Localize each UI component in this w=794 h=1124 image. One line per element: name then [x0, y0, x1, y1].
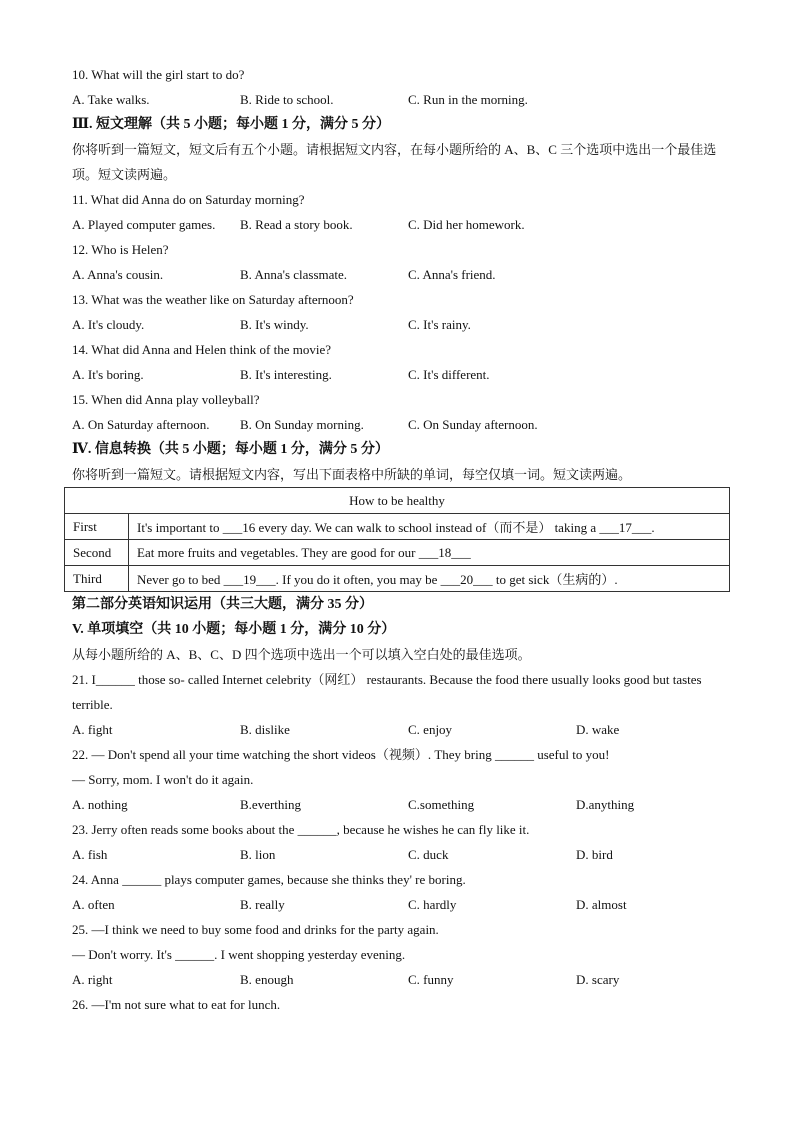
option-c[interactable]: C. It's rainy.: [408, 317, 471, 332]
question-23-options: [72, 842, 732, 867]
question-13-stem: 13. What was the weather like on Saturday afternoon?: [72, 292, 354, 307]
row-label: Second: [65, 540, 129, 566]
option-b[interactable]: B. On Sunday morning.: [240, 417, 364, 432]
table-title-row: [65, 488, 730, 514]
question-14-options: [72, 362, 732, 387]
option-b[interactable]: B. Read a story book.: [240, 217, 353, 232]
section-4-instruction: 你将听到一篇短文。请根据短文内容，写出下面表格中所缺的单词，每空仅填一词。短文读两遍。: [72, 467, 632, 482]
question-21-options: [72, 717, 732, 742]
option-a[interactable]: A. fish: [72, 847, 108, 862]
option-a[interactable]: A. right: [72, 972, 113, 987]
question-11-stem: 11. What did Anna do on Saturday morning?: [72, 192, 305, 207]
section-3-instruction: 你将听到一篇短文，短文后有五个小题。请根据短文内容，在每小题所给的 A、B、C 三个选项中选出一个最佳选项。短文读两遍。: [72, 142, 717, 182]
option-c[interactable]: C. hardly: [408, 897, 457, 912]
option-c[interactable]: C. Run in the morning.: [408, 92, 528, 107]
option-a[interactable]: A. Played computer games.: [72, 217, 216, 232]
question-15-stem: 15. When did Anna play volleyball?: [72, 392, 260, 407]
option-a[interactable]: A. Take walks.: [72, 92, 150, 107]
option-b[interactable]: B. Anna's classmate.: [240, 267, 348, 282]
question-13-options: [72, 312, 732, 337]
option-a[interactable]: A. It's boring.: [72, 367, 144, 382]
table-row: [65, 566, 730, 592]
question-11-options: [72, 212, 732, 237]
option-d[interactable]: D.anything: [576, 797, 635, 812]
option-d[interactable]: D. scary: [576, 972, 620, 987]
section-5-instruction: 从每小题所给的 A、B、C、D 四个选项中选出一个可以填入空白处的最佳选项。: [72, 647, 531, 662]
question-21-stem: 21. I______ those so- called Internet celebrity（网红） restaurants. Because the food there usually looks good but tastes terrible.: [72, 672, 702, 712]
option-c[interactable]: C. funny: [408, 972, 454, 987]
question-15-options: [72, 412, 732, 437]
question-22-reply: — Sorry, mom. I won't do it again.: [72, 772, 254, 787]
option-a[interactable]: A. On Saturday afternoon.: [72, 417, 210, 432]
option-d[interactable]: D. wake: [576, 722, 620, 737]
option-b[interactable]: B. Ride to school.: [240, 92, 334, 107]
option-c[interactable]: C. enjoy: [408, 722, 453, 737]
question-24-stem: 24. Anna ______ plays computer games, because she thinks they' re boring.: [72, 872, 466, 887]
question-25-stem: 25. —I think we need to buy some food and drinks for the party again.: [72, 922, 439, 937]
row-label: Third: [65, 566, 129, 592]
question-22-stem: 22. — Don't spend all your time watching the short videos（视频）. They bring ______ useful to you!: [72, 747, 610, 762]
table-title: How to be healthy: [65, 488, 730, 514]
question-24-options: [72, 892, 732, 917]
question-12-stem: 12. Who is Helen?: [72, 242, 169, 257]
row-label: First: [65, 514, 129, 540]
option-a[interactable]: A. often: [72, 897, 115, 912]
question-22-options: [72, 792, 732, 817]
section-3-heading: Ⅲ. 短文理解（共 5 小题；每小题 1 分，满分 5 分）: [72, 117, 391, 132]
row-text[interactable]: Eat more fruits and vegetables. They are good for our ___18___: [129, 540, 730, 566]
option-b[interactable]: B. really: [240, 897, 285, 912]
option-b[interactable]: B. It's interesting.: [240, 367, 332, 382]
option-c[interactable]: C. Anna's friend.: [408, 267, 496, 282]
option-c[interactable]: C. Did her homework.: [408, 217, 525, 232]
row-text[interactable]: Never go to bed ___19___. If you do it often, you may be ___20___ to get sick（生病的）.: [129, 566, 730, 592]
option-c[interactable]: C.something: [408, 797, 475, 812]
part-2-heading: 第二部分英语知识运用（共三大题，满分 35 分）: [72, 597, 373, 612]
info-table: [64, 487, 730, 592]
question-14-stem: 14. What did Anna and Helen think of the movie?: [72, 342, 331, 357]
option-b[interactable]: B. It's windy.: [240, 317, 309, 332]
question-26-stem: 26. —I'm not sure what to eat for lunch.: [72, 997, 281, 1012]
question-10-stem: 10. What will the girl start to do?: [72, 67, 245, 82]
option-a[interactable]: A. fight: [72, 722, 113, 737]
option-b[interactable]: B.everthing: [240, 797, 302, 812]
question-25-options: [72, 967, 732, 992]
option-b[interactable]: B. dislike: [240, 722, 290, 737]
option-c[interactable]: C. On Sunday afternoon.: [408, 417, 538, 432]
option-a[interactable]: A. nothing: [72, 797, 128, 812]
option-c[interactable]: C. duck: [408, 847, 449, 862]
option-a[interactable]: A. Anna's cousin.: [72, 267, 164, 282]
question-23-stem: 23. Jerry often reads some books about the ______, because he wishes he can fly like it.: [72, 822, 530, 837]
option-c[interactable]: C. It's different.: [408, 367, 490, 382]
section-4-heading: Ⅳ. 信息转换（共 5 小题；每小题 1 分，满分 5 分）: [72, 442, 389, 457]
question-10-options: [72, 87, 732, 112]
option-b[interactable]: B. enough: [240, 972, 294, 987]
row-text[interactable]: It's important to ___16 every day. We can walk to school instead of（而不是） taking a ___17___.: [129, 514, 730, 540]
table-row: [65, 540, 730, 566]
option-d[interactable]: D. almost: [576, 897, 627, 912]
section-5-heading: V. 单项填空（共 10 小题；每小题 1 分，满分 10 分）: [72, 622, 396, 637]
question-12-options: [72, 262, 732, 287]
table-row: [65, 514, 730, 540]
option-a[interactable]: A. It's cloudy.: [72, 317, 145, 332]
option-b[interactable]: B. lion: [240, 847, 276, 862]
exam-page: [72, 62, 732, 1017]
option-d[interactable]: D. bird: [576, 847, 613, 862]
question-25-reply: — Don't worry. It's ______. I went shopping yesterday evening.: [72, 947, 406, 962]
